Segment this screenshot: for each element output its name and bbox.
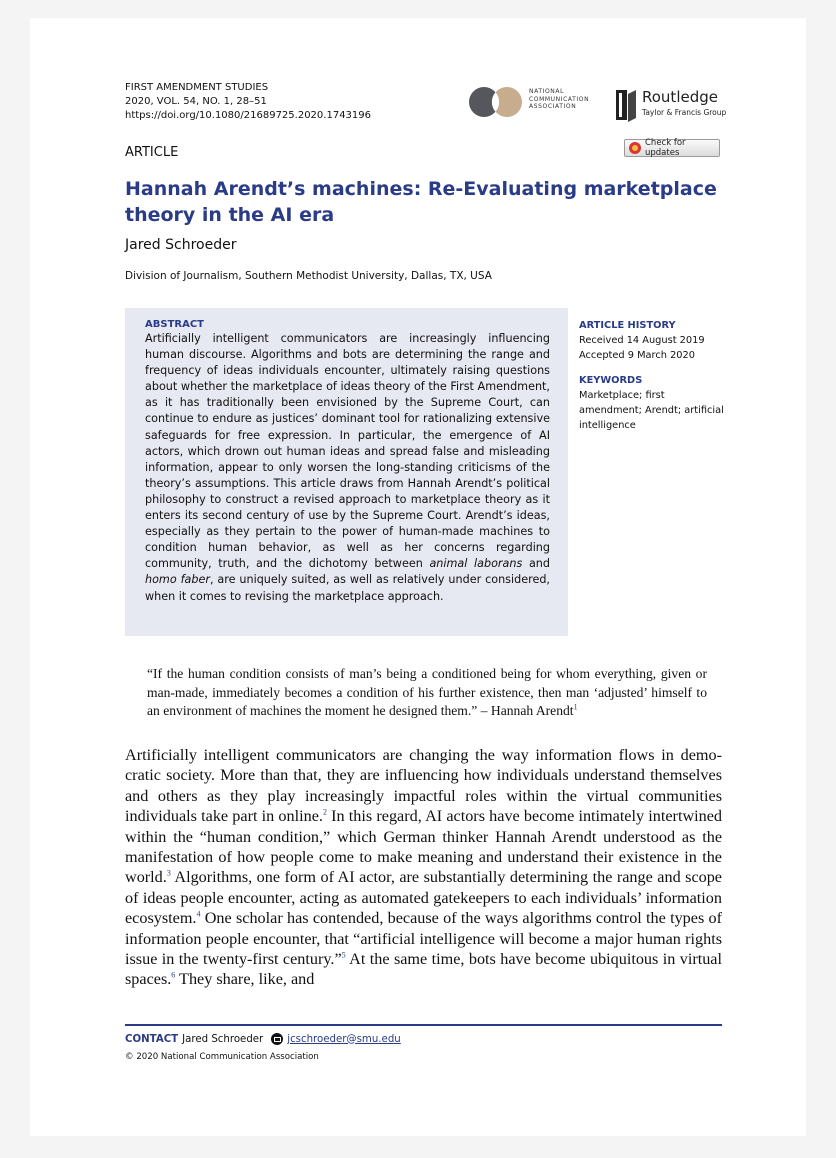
footnote-ref[interactable]: 2 <box>322 807 327 817</box>
contact-email-link[interactable]: jcschroeder@smu.edu <box>287 1033 401 1045</box>
nca-text: NATIONAL COMMUNICATION ASSOCIATION <box>529 88 590 110</box>
footer-divider <box>125 1024 722 1026</box>
publisher-name: Routledge <box>642 88 718 106</box>
contact-label: CONTACT <box>125 1033 179 1045</box>
crossmark-icon <box>629 142 641 154</box>
contact-name: Jared Schroeder <box>182 1033 264 1045</box>
footnote-ref[interactable]: 1 <box>573 702 578 712</box>
author-affiliation: Division of Journalism, Southern Methodist University, Dallas, TX, USA <box>125 270 492 282</box>
accepted-date: Accepted 9 March 2020 <box>579 350 696 361</box>
received-date: Received 14 August 2019 <box>579 335 705 346</box>
mail-icon <box>271 1033 283 1045</box>
footnote-ref[interactable]: 5 <box>341 950 346 960</box>
body-paragraph: Artificially intelligent communicators are changing the way information flows in democratic society. More than that, they are influencing how individuals understand themselves and others as they play increasingly impactful roles within the virtual communities individuals take part in online.$^2$ In this regard, AI actors have become intimately intertwined within the “human condition,” which German thinker Hannah Arendt understood as the manifestation of how people come to make meaning and understand their existence in the world.$^3$ Algorithms, one form of AI actor, are substantially determining the range and scope of ideas people encounter, acting as automated gatekeepers to each individuals’ information ecosystem.$^4$ One scholar has contended, because of the ways algorithms control the types of information people encounter, that “artificial intelligence will become a major human rights issue in the twenty-first century.”$^5$ At the same time, bots have become ubiquitous in virtual spaces.$^6$ They share, like, and <box>125 746 722 989</box>
paper-page <box>30 18 806 1136</box>
article-title: Hannah Arendt’s machines: Re-Evaluating marketplace theory in the AI era <box>125 178 717 226</box>
routledge-logo-icon <box>616 88 638 122</box>
doi-link[interactable]: https://doi.org/10.1080/21689725.2020.1743196 <box>125 110 372 121</box>
journal-meta <box>125 81 371 123</box>
copyright-notice: © 2020 National Communication Association <box>125 1052 319 1062</box>
article-history-heading: ARTICLE HISTORY <box>579 320 676 331</box>
abstract-text: Artificially intelligent communicators are increasingly influencing human discourse. Algorithms and bots are determining the range and frequency of ideas individuals encounter, ultimately raising questions about whether the marketplace of ideas theory of the First Amendment, as it has traditionally been envisioned by the Supreme Court, can continue to endure as justices’ dominant tool for rationalizing extensive safeguards for free expression. In particular, the emergence of AI actors, which drown out human ideas and spread false and misleading information, appear to only worsen the long-standing criticisms of the theory’s assumptions. This article draws from Hannah Arendt’s political philosophy to construct a revised approach to marketplace theory as it enters its second century of use by the Supreme Court. Arendt’s ideas, especially as they pertain to the power of human-made machines to condition human behavior, as well as her concerns regarding community, truth, and the dichotomy between animal laborans and homo faber, are uniquely suited, as well as relatively under considered, when it comes to revising the marketplace approach. <box>145 332 551 603</box>
article-sidebar <box>579 318 729 433</box>
epigraph-quote: “If the human condition consists of man’s being a conditioned being for whom everything, given or man-made, immediately becomes a condition of his further existence, then man ‘adjusted’ himself to an environment of machines the moment he designed them.” – Hannah Arendt$^1$ <box>147 666 707 718</box>
journal-volume: 2020, VOL. 54, NO. 1, 28–51 <box>125 96 267 107</box>
footnote-ref[interactable]: 6 <box>171 971 176 981</box>
check-for-updates-button[interactable] <box>624 139 720 157</box>
keywords-list: Marketplace; first amendment; Arendt; artificial intelligence <box>579 390 724 431</box>
journal-name: FIRST AMENDMENT STUDIES <box>125 82 269 93</box>
abstract-box <box>125 308 568 636</box>
keywords-heading: KEYWORDS <box>579 375 643 386</box>
contact-line <box>125 1033 401 1045</box>
author-name: Jared Schroeder <box>125 237 237 253</box>
publisher-group: Taylor & Francis Group <box>642 108 727 117</box>
footnote-ref[interactable]: 3 <box>166 869 171 879</box>
article-type-label: ARTICLE <box>125 145 179 160</box>
abstract-heading: ABSTRACT <box>145 319 204 330</box>
check-for-updates-label: Check for updates <box>645 138 686 158</box>
footnote-ref[interactable]: 4 <box>196 909 201 919</box>
